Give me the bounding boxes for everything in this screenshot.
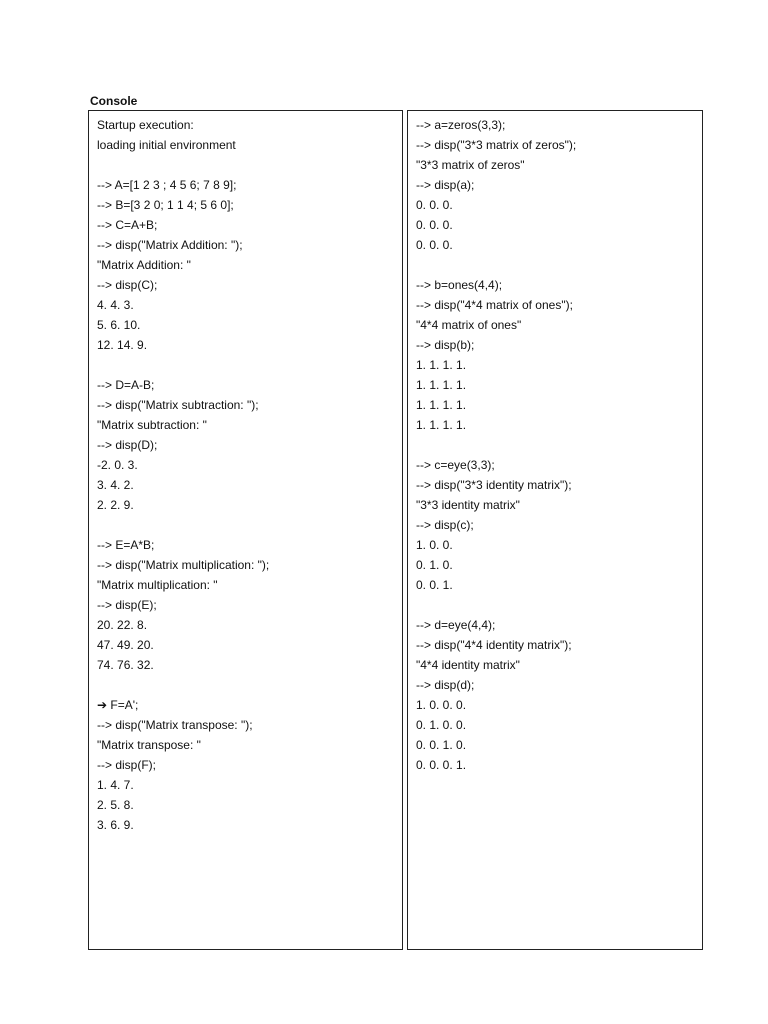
console-panel-right	[407, 110, 703, 950]
console-line: --> C=A+B;	[97, 218, 158, 232]
console-line: 5. 6. 10.	[97, 318, 141, 332]
console-line: --> c=eye(3,3);	[416, 458, 495, 472]
console-line: --> disp("3*3 identity matrix");	[416, 478, 572, 492]
console-line: 0. 0. 1.	[416, 578, 453, 592]
console-line	[416, 595, 702, 615]
console-line: --> disp("Matrix Addition: ");	[97, 238, 243, 252]
console-line: Startup execution:	[97, 118, 194, 132]
console-line: 1. 1. 1. 1.	[416, 398, 467, 412]
console-line: --> B=[3 2 0; 1 1 4; 5 6 0];	[97, 198, 234, 212]
console-line: 1. 1. 1. 1.	[416, 378, 467, 392]
console-line: --> a=zeros(3,3);	[416, 118, 506, 132]
console-line: 47. 49. 20.	[97, 638, 154, 652]
console-line: 0. 1. 0.	[416, 558, 453, 572]
console-line: --> disp(C);	[97, 278, 158, 292]
console-line: --> d=eye(4,4);	[416, 618, 496, 632]
console-line: 0. 0. 0.	[416, 238, 453, 252]
console-line: 1. 4. 7.	[97, 778, 134, 792]
console-line: --> disp(D);	[97, 438, 158, 452]
console-line: --> disp(c);	[416, 518, 474, 532]
console-line	[97, 515, 402, 535]
console-line: "Matrix subtraction: "	[97, 418, 207, 432]
console-line: --> disp("4*4 matrix of ones");	[416, 298, 573, 312]
console-line: --> disp(d);	[416, 678, 475, 692]
console-line: 4. 4. 3.	[97, 298, 134, 312]
console-line: 0. 0. 0.	[416, 198, 453, 212]
console-panel-left	[88, 110, 403, 950]
console-line: 1. 0. 0. 0.	[416, 698, 467, 712]
console-line	[416, 435, 702, 455]
console-line: --> D=A-B;	[97, 378, 155, 392]
console-line: --> disp("3*3 matrix of zeros");	[416, 138, 577, 152]
console-line: --> disp(b);	[416, 338, 475, 352]
console-line: --> disp("Matrix subtraction: ");	[97, 398, 259, 412]
console-line	[416, 255, 702, 275]
console-line: 1. 1. 1. 1.	[416, 418, 467, 432]
console-line: --> disp(E);	[97, 598, 157, 612]
console-line	[97, 355, 402, 375]
console-line: 0. 0. 0. 1.	[416, 758, 467, 772]
console-line: --> A=[1 2 3 ; 4 5 6; 7 8 9];	[97, 178, 237, 192]
console-line: --> disp("4*4 identity matrix");	[416, 638, 572, 652]
console-line: 1. 0. 0.	[416, 538, 453, 552]
console-line: "Matrix Addition: "	[97, 258, 191, 272]
console-output-left	[89, 111, 402, 835]
console-line: --> E=A*B;	[97, 538, 155, 552]
console-line: --> disp("Matrix transpose: ");	[97, 718, 253, 732]
console-line: 12. 14. 9.	[97, 338, 148, 352]
console-line: "4*4 identity matrix"	[416, 658, 520, 672]
console-line	[97, 675, 402, 695]
console-line: "4*4 matrix of ones"	[416, 318, 522, 332]
console-line: 2. 5. 8.	[97, 798, 134, 812]
console-line: "3*3 matrix of zeros"	[416, 158, 525, 172]
console-line: "Matrix multiplication: "	[97, 578, 218, 592]
console-line: 1. 1. 1. 1.	[416, 358, 467, 372]
console-line: --> disp(F);	[97, 758, 157, 772]
console-line: ➔ F=A';	[97, 698, 139, 712]
console-line: "Matrix transpose: "	[97, 738, 201, 752]
console-line: 3. 4. 2.	[97, 478, 134, 492]
console-line: 74. 76. 32.	[97, 658, 154, 672]
console-line: loading initial environment	[97, 138, 236, 152]
console-line	[97, 155, 402, 175]
console-line: 0. 0. 1. 0.	[416, 738, 467, 752]
console-line: --> b=ones(4,4);	[416, 278, 503, 292]
console-line: --> disp("Matrix multiplication: ");	[97, 558, 270, 572]
console-line: 0. 1. 0. 0.	[416, 718, 467, 732]
console-line: -2. 0. 3.	[97, 458, 138, 472]
console-line: 3. 6. 9.	[97, 818, 134, 832]
console-line: 2. 2. 9.	[97, 498, 134, 512]
console-output-right	[408, 111, 702, 775]
console-heading: Console	[90, 94, 138, 108]
console-line: --> disp(a);	[416, 178, 475, 192]
console-line: 0. 0. 0.	[416, 218, 453, 232]
console-line: 20. 22. 8.	[97, 618, 148, 632]
console-line: "3*3 identity matrix"	[416, 498, 520, 512]
